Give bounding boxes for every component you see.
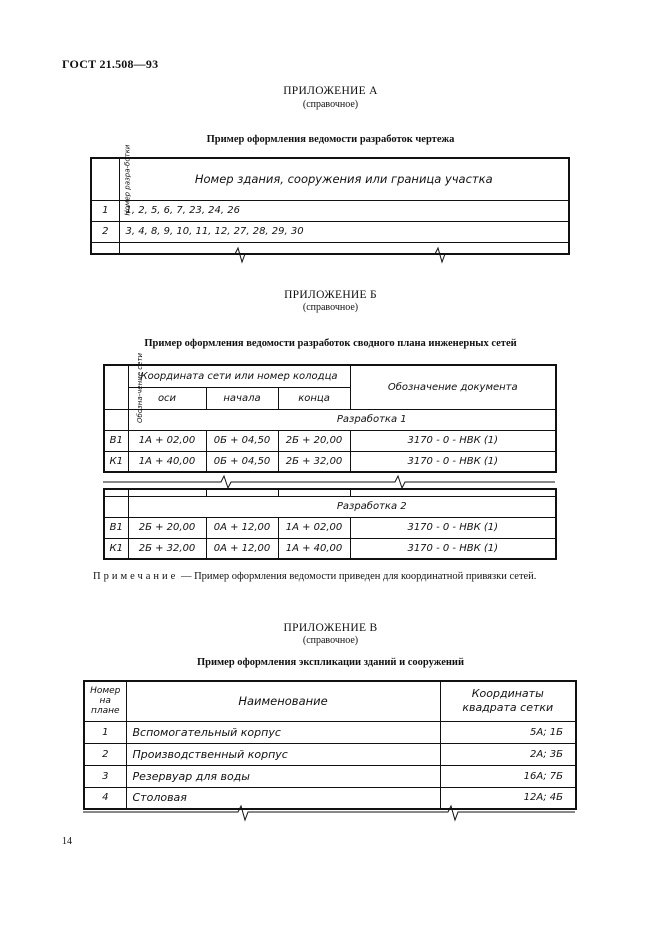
drawing-developments-table	[90, 144, 570, 255]
appendix-b-caption: Пример оформления ведомости разработок сводного плана инженерных сетей	[144, 338, 517, 349]
cell-grid-coordinates: 5А; 1Б	[440, 721, 576, 743]
network-developments-table-2	[103, 488, 557, 560]
document-code: ГОСТ 21.508—93	[62, 57, 159, 71]
cell-building-name: Резервуар для воды	[126, 765, 440, 787]
section-spacer	[104, 409, 128, 430]
cell-building-name: Вспомогательный корпус	[126, 721, 440, 743]
col-header-development-number: Номер разра-ботки	[91, 158, 119, 200]
note-label: Примечание	[93, 571, 179, 582]
table-row-empty	[104, 489, 128, 496]
cell-plan-number: 4	[84, 787, 126, 809]
table-row-empty	[128, 489, 206, 496]
cell-net: К1	[104, 538, 128, 559]
col-header-coordinate-group: Координата сети или номер колодца	[128, 365, 350, 387]
appendix-a-title: ПРИЛОЖЕНИЕ А	[283, 85, 378, 97]
table-row-value: 1, 2, 5, 6, 7, 23, 24, 26	[119, 200, 569, 221]
cell-plan-number: 1	[84, 721, 126, 743]
cell-start: 0А + 12,00	[206, 517, 278, 538]
cell-axis: 1А + 02,00	[128, 430, 206, 451]
cell-end: 1А + 40,00	[278, 538, 350, 559]
break-line	[90, 248, 570, 268]
col-header-building-number: Номер здания, сооружения или граница участка	[119, 158, 569, 200]
appendix-a-subtitle: (справочное)	[302, 99, 359, 110]
cell-doc: 3170 - 0 - НВК (1)	[350, 538, 556, 559]
cell-doc: 3170 - 0 - НВК (1)	[350, 517, 556, 538]
cell-grid-coordinates: 2А; 3Б	[440, 743, 576, 765]
col-header-axis: оси	[128, 387, 206, 409]
cell-start: 0А + 12,00	[206, 538, 278, 559]
table-row-empty	[350, 489, 556, 496]
col-header-end: конца	[278, 387, 350, 409]
appendix-v-title: ПРИЛОЖЕНИЕ В	[283, 622, 378, 634]
table-row-num: 1	[91, 200, 119, 221]
cell-doc: 3170 - 0 - НВК (1)	[350, 430, 556, 451]
cell-axis: 2Б + 20,00	[128, 517, 206, 538]
cell-end: 2Б + 20,00	[278, 430, 350, 451]
cell-axis: 1А + 40,00	[128, 451, 206, 472]
cell-end: 2Б + 32,00	[278, 451, 350, 472]
cell-net: В1	[104, 517, 128, 538]
col-header-grid-coordinates: Координаты квадрата сетки	[440, 681, 576, 721]
section-label-2: Разработка 2	[128, 496, 556, 517]
break-line	[83, 806, 578, 826]
appendix-b-subtitle: (справочное)	[302, 302, 359, 313]
table-row-empty	[278, 489, 350, 496]
col-header-network-designation: Обозна-чение сети	[104, 365, 128, 409]
cell-grid-coordinates: 12А; 4Б	[440, 787, 576, 809]
note	[93, 571, 536, 582]
cell-net: К1	[104, 451, 128, 472]
appendix-v-caption: Пример оформления экспликации зданий и сооружений	[196, 657, 465, 668]
appendix-a-caption: Пример оформления ведомости разработок чертежа	[206, 134, 455, 145]
cell-building-name: Производственный корпус	[126, 743, 440, 765]
cell-start: 0Б + 04,50	[206, 430, 278, 451]
table-row-empty	[206, 489, 278, 496]
appendix-b-title: ПРИЛОЖЕНИЕ Б	[284, 289, 377, 301]
cell-grid-coordinates: 16А; 7Б	[440, 765, 576, 787]
appendix-v-subtitle: (справочное)	[302, 635, 359, 646]
table-row-value: 3, 4, 8, 9, 10, 11, 12, 27, 28, 29, 30	[119, 221, 569, 242]
cell-doc: 3170 - 0 - НВК (1)	[350, 451, 556, 472]
buildings-explication-table	[83, 680, 577, 810]
cell-building-name: Столовая	[126, 787, 440, 809]
note-text: — Пример оформления ведомости приведен для координатной привязки сетей.	[178, 571, 537, 582]
cell-start: 0Б + 04,50	[206, 451, 278, 472]
col-header-name: Наименование	[126, 681, 440, 721]
col-header-start: начала	[206, 387, 278, 409]
cell-axis: 2Б + 32,00	[128, 538, 206, 559]
page-number: 14	[62, 836, 72, 847]
cell-net: В1	[104, 430, 128, 451]
cell-plan-number: 2	[84, 743, 126, 765]
section-spacer	[104, 496, 128, 517]
section-label-1: Разработка 1	[128, 409, 556, 430]
network-developments-table-1	[103, 352, 557, 473]
cell-end: 1А + 02,00	[278, 517, 350, 538]
table-row-num: 2	[91, 221, 119, 242]
col-header-plan-number: Номер на плане	[84, 681, 126, 721]
col-header-document: Обозначение документа	[350, 365, 556, 409]
cell-plan-number: 3	[84, 765, 126, 787]
